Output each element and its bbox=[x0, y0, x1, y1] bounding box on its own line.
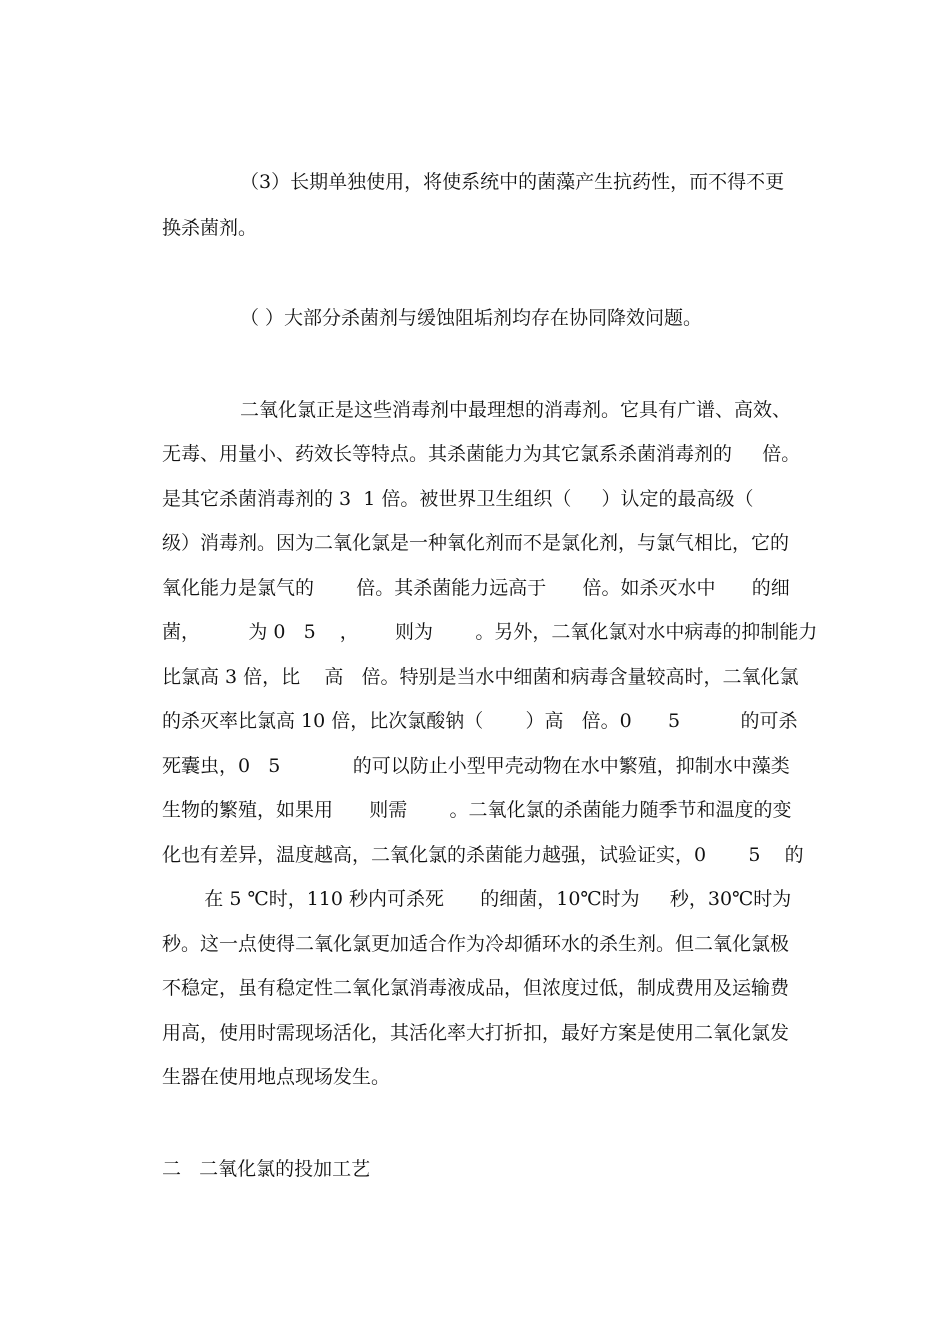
item4-line: （ ）大部分杀菌剂与缓蚀阻垢剂均存在协同降效问题。 bbox=[240, 307, 703, 329]
main-paragraph-line-7: 比氯高 3 倍，比 高 倍。特别是当水中细菌和病毒含量较高时，二氧化氯 bbox=[162, 666, 799, 688]
main-paragraph-line-4: 级）消毒剂。因为二氧化氯是一种氧化剂而不是氯化剂，与氯气相比，它的 bbox=[162, 532, 790, 554]
main-paragraph-line-2: 无毒、用量小、药效长等特点。其杀菌能力为其它氯系杀菌消毒剂的 倍。 bbox=[162, 443, 801, 465]
item3-line-2: 换杀菌剂。 bbox=[162, 217, 258, 239]
section-heading: 二 二氧化氯的投加工艺 bbox=[162, 1158, 371, 1180]
main-paragraph-line-6: 菌， 为 0 5 ， 则为 。另外，二氧化氯对水中病毒的抑制能力 bbox=[162, 621, 818, 643]
main-paragraph-line-12: 在 5 ℃时，110 秒内可杀死 的细菌，10℃时为 秒，30℃时为 bbox=[162, 888, 792, 910]
main-paragraph-line-10: 生物的繁殖，如果用 则需 。二氧化氯的杀菌能力随季节和温度的变 bbox=[162, 799, 792, 821]
main-paragraph-line-14: 不稳定，虽有稳定性二氧化氯消毒液成品，但浓度过低，制成费用及运输费 bbox=[162, 977, 790, 999]
main-paragraph-line-5: 氧化能力是氯气的 倍。其杀菌能力远高于 倍。如杀灭水中 的细 bbox=[162, 577, 790, 599]
main-paragraph-line-13: 秒。这一点使得二氧化氯更加适合作为冷却循环水的杀生剂。但二氧化氯极 bbox=[162, 933, 790, 955]
main-paragraph-line-3: 是其它杀菌消毒剂的 3 1 倍。被世界卫生组织（ ）认定的最高级（ bbox=[162, 488, 754, 510]
item3-line-1: （3）长期单独使用，将使系统中的菌藻产生抗药性，而不得不更 bbox=[240, 171, 785, 193]
main-paragraph-line-16: 生器在使用地点现场发生。 bbox=[162, 1066, 391, 1088]
main-paragraph-line-1: 二氧化氯正是这些消毒剂中最理想的消毒剂。它具有广谱、高效、 bbox=[240, 399, 792, 421]
main-paragraph-line-11: 化也有差异，温度越高，二氧化氯的杀菌能力越强，试验证实，0 5 的 bbox=[162, 844, 804, 866]
main-paragraph-line-9: 死囊虫，0 5 的可以防止小型甲壳动物在水中繁殖，抑制水中藻类 bbox=[162, 755, 790, 777]
main-paragraph-line-8: 的杀灭率比氯高 10 倍，比次氯酸钠（ ）高 倍。0 5 的可杀 bbox=[162, 710, 798, 732]
main-paragraph-line-15: 用高，使用时需现场活化，其活化率大打折扣，最好方案是使用二氧化氯发 bbox=[162, 1022, 790, 1044]
